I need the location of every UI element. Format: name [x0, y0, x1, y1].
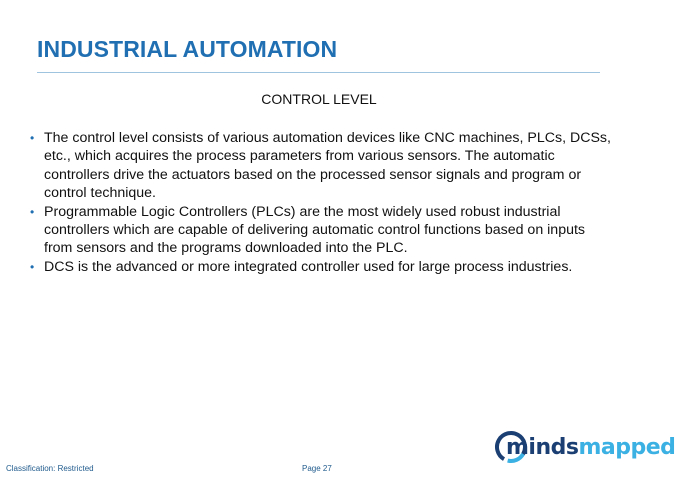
- bullet-item: [30, 258, 615, 276]
- logo-wordmark: [506, 435, 675, 461]
- subtitle-text: CONTROL LEVEL: [261, 91, 377, 107]
- logo-word-minds: minds: [506, 435, 579, 460]
- slide-title: INDUSTRIAL AUTOMATION: [37, 36, 338, 62]
- bullet-text: Programmable Logic Controllers (PLCs) are the most widely used robust industrial controllers which are capable of delivering automatic control functions based on inputs from sensors and the programs downloaded into the PLC.: [44, 203, 586, 257]
- bullet-icon: •: [30, 131, 35, 145]
- bullet-icon: •: [30, 259, 35, 274]
- title-divider: [37, 72, 600, 73]
- bullet-text: The control level consists of various automation devices like CNC machines, PLCs, DCSs, etc., which acquires the process parameters from various sensors. The automatic controllers drive the actuators based on the processed sensor signals and program or control technique.: [44, 130, 611, 202]
- bullet-list: [30, 129, 615, 276]
- bullet-text: DCS is the advanced or more integrated controller used for large process industries.: [44, 258, 573, 275]
- classification-label: Classification: Restricted: [6, 464, 94, 473]
- bullet-item: [30, 203, 615, 258]
- bullet-icon: •: [30, 204, 35, 219]
- mindsmapped-logo: [490, 426, 675, 470]
- bullet-item: [30, 129, 615, 203]
- page-number: Page 27: [302, 464, 332, 473]
- logo-word-mapped: mapped: [578, 435, 675, 460]
- slide-subtitle: [0, 91, 638, 107]
